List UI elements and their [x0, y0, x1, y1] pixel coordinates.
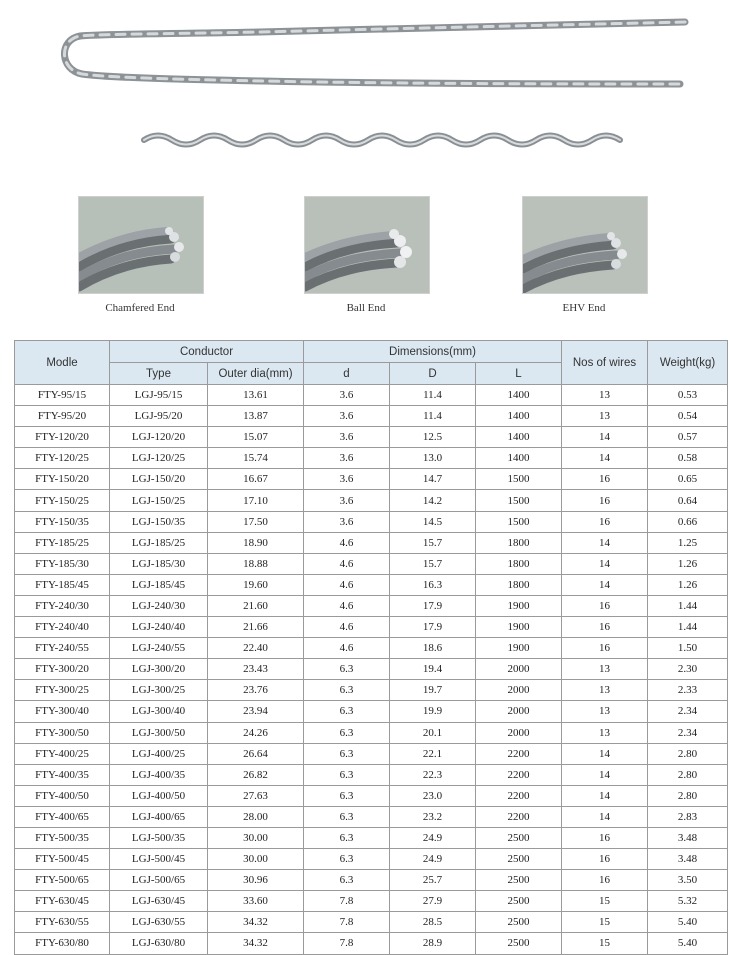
cell-l: 2000 [476, 701, 562, 722]
caption-ehv-end: EHV End [562, 302, 606, 314]
cell-d-big: 25.7 [390, 870, 476, 891]
cell-l: 2200 [476, 743, 562, 764]
cell-outer-dia: 33.60 [208, 891, 304, 912]
cell-d-big: 19.9 [390, 701, 476, 722]
cell-outer-dia: 23.94 [208, 701, 304, 722]
cell-type: LGJ-185/45 [110, 574, 208, 595]
cell-outer-dia: 30.00 [208, 827, 304, 848]
cell-weight: 0.58 [648, 448, 728, 469]
cell-outer-dia: 18.90 [208, 532, 304, 553]
cell-nos-wires: 16 [562, 595, 648, 616]
cell-d-big: 17.9 [390, 595, 476, 616]
cell-weight: 0.65 [648, 469, 728, 490]
cell-nos-wires: 13 [562, 722, 648, 743]
preformed-clamp-image [0, 0, 730, 120]
cell-d-small: 3.6 [304, 385, 390, 406]
cell-model: FTY-150/20 [15, 469, 110, 490]
cell-l: 1900 [476, 595, 562, 616]
cell-nos-wires: 16 [562, 469, 648, 490]
cell-d-big: 22.3 [390, 764, 476, 785]
cell-d-small: 6.3 [304, 764, 390, 785]
cell-outer-dia: 34.32 [208, 933, 304, 954]
cell-d-small: 6.3 [304, 849, 390, 870]
cell-weight: 1.26 [648, 574, 728, 595]
cell-nos-wires: 14 [562, 785, 648, 806]
cell-model: FTY-300/40 [15, 701, 110, 722]
cell-type: LGJ-630/45 [110, 891, 208, 912]
table-row [15, 427, 728, 448]
cell-d-small: 4.6 [304, 532, 390, 553]
cell-type: LGJ-400/50 [110, 785, 208, 806]
table-row [15, 574, 728, 595]
cell-nos-wires: 15 [562, 933, 648, 954]
cell-type: LGJ-240/30 [110, 595, 208, 616]
cell-nos-wires: 16 [562, 490, 648, 511]
cell-d-big: 14.7 [390, 469, 476, 490]
cell-model: FTY-400/50 [15, 785, 110, 806]
cell-model: FTY-150/25 [15, 490, 110, 511]
header-type: Type [110, 363, 208, 385]
cell-model: FTY-400/25 [15, 743, 110, 764]
cell-type: LGJ-400/25 [110, 743, 208, 764]
cell-weight: 3.50 [648, 870, 728, 891]
cell-d-big: 11.4 [390, 385, 476, 406]
cell-l: 1400 [476, 448, 562, 469]
cell-type: LGJ-630/55 [110, 912, 208, 933]
spec-table [14, 340, 728, 955]
cell-weight: 5.40 [648, 933, 728, 954]
cell-d-small: 3.6 [304, 427, 390, 448]
cell-nos-wires: 16 [562, 849, 648, 870]
cell-weight: 2.83 [648, 806, 728, 827]
cell-outer-dia: 26.64 [208, 743, 304, 764]
cell-d-big: 19.4 [390, 659, 476, 680]
cell-outer-dia: 17.10 [208, 490, 304, 511]
cell-l: 1900 [476, 638, 562, 659]
cell-outer-dia: 23.43 [208, 659, 304, 680]
cell-l: 2500 [476, 891, 562, 912]
cell-type: LGJ-120/25 [110, 448, 208, 469]
cell-outer-dia: 23.76 [208, 680, 304, 701]
cell-d-small: 6.3 [304, 806, 390, 827]
cell-type: LGJ-500/35 [110, 827, 208, 848]
cell-outer-dia: 24.26 [208, 722, 304, 743]
cell-d-big: 11.4 [390, 406, 476, 427]
cell-weight: 0.64 [648, 490, 728, 511]
table-row [15, 680, 728, 701]
cell-outer-dia: 30.00 [208, 849, 304, 870]
cell-type: LGJ-120/20 [110, 427, 208, 448]
cell-model: FTY-240/55 [15, 638, 110, 659]
cell-model: FTY-630/55 [15, 912, 110, 933]
product-figure [0, 0, 730, 330]
cell-nos-wires: 14 [562, 553, 648, 574]
table-row [15, 490, 728, 511]
cell-l: 2500 [476, 827, 562, 848]
cell-d-big: 16.3 [390, 574, 476, 595]
chamfered-end-photo [78, 196, 204, 294]
header-l: L [476, 363, 562, 385]
cell-l: 1800 [476, 574, 562, 595]
cell-d-small: 6.3 [304, 785, 390, 806]
cell-model: FTY-120/25 [15, 448, 110, 469]
cell-nos-wires: 13 [562, 385, 648, 406]
cell-outer-dia: 15.74 [208, 448, 304, 469]
cell-model: FTY-240/30 [15, 595, 110, 616]
cell-l: 1500 [476, 469, 562, 490]
cell-d-small: 6.3 [304, 870, 390, 891]
cell-d-big: 23.2 [390, 806, 476, 827]
cell-nos-wires: 14 [562, 743, 648, 764]
cell-nos-wires: 15 [562, 912, 648, 933]
header-weight: Weight(kg) [648, 341, 728, 385]
table-row [15, 722, 728, 743]
cell-weight: 0.54 [648, 406, 728, 427]
table-row [15, 827, 728, 848]
cell-d-big: 14.2 [390, 490, 476, 511]
cell-type: LGJ-150/25 [110, 490, 208, 511]
preformed-rod-image [0, 125, 730, 165]
cell-weight: 2.34 [648, 701, 728, 722]
cell-weight: 0.66 [648, 511, 728, 532]
cell-d-big: 24.9 [390, 849, 476, 870]
cell-nos-wires: 16 [562, 511, 648, 532]
cell-outer-dia: 30.96 [208, 870, 304, 891]
cell-d-big: 18.6 [390, 638, 476, 659]
cell-weight: 1.44 [648, 595, 728, 616]
cell-weight: 5.40 [648, 912, 728, 933]
cell-d-big: 24.9 [390, 827, 476, 848]
cell-weight: 1.44 [648, 617, 728, 638]
cell-model: FTY-300/20 [15, 659, 110, 680]
table-row [15, 933, 728, 954]
table-row [15, 785, 728, 806]
cell-nos-wires: 13 [562, 680, 648, 701]
cell-model: FTY-400/65 [15, 806, 110, 827]
cell-model: FTY-500/35 [15, 827, 110, 848]
cell-l: 1900 [476, 617, 562, 638]
cell-d-small: 3.6 [304, 448, 390, 469]
cell-nos-wires: 13 [562, 701, 648, 722]
cell-weight: 0.57 [648, 427, 728, 448]
cell-model: FTY-240/40 [15, 617, 110, 638]
cell-d-small: 6.3 [304, 743, 390, 764]
header-conductor: Conductor [110, 341, 304, 363]
ball-end-photo [304, 196, 430, 294]
cell-l: 2000 [476, 722, 562, 743]
cell-l: 1800 [476, 553, 562, 574]
cell-type: LGJ-150/35 [110, 511, 208, 532]
cell-type: LGJ-500/45 [110, 849, 208, 870]
cell-d-big: 27.9 [390, 891, 476, 912]
cell-d-small: 6.3 [304, 701, 390, 722]
cell-nos-wires: 13 [562, 406, 648, 427]
cell-model: FTY-300/25 [15, 680, 110, 701]
cell-outer-dia: 13.87 [208, 406, 304, 427]
header-dimensions: Dimensions(mm) [304, 341, 562, 363]
cell-l: 1400 [476, 406, 562, 427]
cell-outer-dia: 21.66 [208, 617, 304, 638]
header-nos-wires: Nos of wires [562, 341, 648, 385]
cell-weight: 2.33 [648, 680, 728, 701]
cell-type: LGJ-630/80 [110, 933, 208, 954]
table-row [15, 553, 728, 574]
cell-d-small: 3.6 [304, 406, 390, 427]
cell-model: FTY-185/30 [15, 553, 110, 574]
cell-weight: 1.25 [648, 532, 728, 553]
cell-d-big: 22.1 [390, 743, 476, 764]
table-row [15, 912, 728, 933]
cell-weight: 1.26 [648, 553, 728, 574]
cell-d-small: 4.6 [304, 638, 390, 659]
table-row [15, 406, 728, 427]
cell-nos-wires: 13 [562, 659, 648, 680]
cell-type: LGJ-300/50 [110, 722, 208, 743]
cell-l: 2200 [476, 785, 562, 806]
cell-nos-wires: 15 [562, 891, 648, 912]
cell-type: LGJ-300/40 [110, 701, 208, 722]
cell-l: 1800 [476, 532, 562, 553]
cell-d-big: 13.0 [390, 448, 476, 469]
cell-l: 1400 [476, 385, 562, 406]
cell-weight: 3.48 [648, 849, 728, 870]
table-row [15, 659, 728, 680]
cell-model: FTY-95/20 [15, 406, 110, 427]
table-row [15, 385, 728, 406]
cell-nos-wires: 16 [562, 638, 648, 659]
cell-model: FTY-300/50 [15, 722, 110, 743]
table-row [15, 595, 728, 616]
cell-l: 2500 [476, 870, 562, 891]
cell-d-small: 3.6 [304, 490, 390, 511]
cell-d-big: 28.9 [390, 933, 476, 954]
cell-outer-dia: 13.61 [208, 385, 304, 406]
table-row [15, 891, 728, 912]
cell-d-big: 12.5 [390, 427, 476, 448]
table-row [15, 511, 728, 532]
header-outer-dia: Outer dia(mm) [208, 363, 304, 385]
cell-l: 2000 [476, 659, 562, 680]
cell-l: 2200 [476, 806, 562, 827]
cell-type: LGJ-500/65 [110, 870, 208, 891]
cell-d-small: 6.3 [304, 722, 390, 743]
cell-outer-dia: 22.40 [208, 638, 304, 659]
cell-weight: 2.80 [648, 764, 728, 785]
caption-ball-end: Ball End [346, 302, 386, 314]
cell-nos-wires: 14 [562, 427, 648, 448]
cell-model: FTY-630/45 [15, 891, 110, 912]
cell-weight: 2.80 [648, 785, 728, 806]
cell-model: FTY-500/65 [15, 870, 110, 891]
cell-d-big: 14.5 [390, 511, 476, 532]
cell-d-big: 15.7 [390, 553, 476, 574]
cell-type: LGJ-240/40 [110, 617, 208, 638]
cell-d-big: 15.7 [390, 532, 476, 553]
cell-outer-dia: 34.32 [208, 912, 304, 933]
table-row [15, 870, 728, 891]
cell-weight: 0.53 [648, 385, 728, 406]
cell-d-small: 6.3 [304, 827, 390, 848]
table-row [15, 532, 728, 553]
table-row [15, 806, 728, 827]
cell-outer-dia: 19.60 [208, 574, 304, 595]
cell-outer-dia: 21.60 [208, 595, 304, 616]
cell-l: 2200 [476, 764, 562, 785]
cell-d-small: 4.6 [304, 574, 390, 595]
cell-type: LGJ-95/15 [110, 385, 208, 406]
cell-l: 1400 [476, 427, 562, 448]
cell-d-small: 6.3 [304, 659, 390, 680]
table-row [15, 617, 728, 638]
cell-weight: 2.30 [648, 659, 728, 680]
header-modle: Modle [15, 341, 110, 385]
table-row [15, 448, 728, 469]
cell-d-small: 4.6 [304, 553, 390, 574]
cell-weight: 2.34 [648, 722, 728, 743]
cell-l: 2000 [476, 680, 562, 701]
cell-weight: 3.48 [648, 827, 728, 848]
cell-d-small: 3.6 [304, 469, 390, 490]
cell-d-big: 20.1 [390, 722, 476, 743]
cell-outer-dia: 15.07 [208, 427, 304, 448]
cell-outer-dia: 26.82 [208, 764, 304, 785]
cell-nos-wires: 16 [562, 617, 648, 638]
cell-type: LGJ-95/20 [110, 406, 208, 427]
cell-nos-wires: 16 [562, 870, 648, 891]
caption-chamfered-end: Chamfered End [105, 302, 175, 314]
cell-l: 1500 [476, 511, 562, 532]
cell-type: LGJ-185/30 [110, 553, 208, 574]
cell-d-small: 7.8 [304, 891, 390, 912]
cell-nos-wires: 14 [562, 764, 648, 785]
cell-nos-wires: 14 [562, 574, 648, 595]
cell-type: LGJ-400/65 [110, 806, 208, 827]
cell-outer-dia: 28.00 [208, 806, 304, 827]
cell-type: LGJ-185/25 [110, 532, 208, 553]
table-row [15, 743, 728, 764]
table-row [15, 849, 728, 870]
table-row [15, 701, 728, 722]
cell-weight: 1.50 [648, 638, 728, 659]
cell-d-big: 19.7 [390, 680, 476, 701]
cell-nos-wires: 14 [562, 448, 648, 469]
table-row [15, 469, 728, 490]
cell-model: FTY-400/35 [15, 764, 110, 785]
cell-d-small: 4.6 [304, 595, 390, 616]
cell-outer-dia: 18.88 [208, 553, 304, 574]
cell-nos-wires: 14 [562, 532, 648, 553]
cell-model: FTY-185/45 [15, 574, 110, 595]
cell-d-small: 4.6 [304, 617, 390, 638]
table-row [15, 638, 728, 659]
cell-d-small: 7.8 [304, 933, 390, 954]
cell-d-small: 3.6 [304, 511, 390, 532]
cell-type: LGJ-300/20 [110, 659, 208, 680]
spec-table-body [15, 385, 728, 955]
cell-l: 2500 [476, 912, 562, 933]
cell-l: 1500 [476, 490, 562, 511]
cell-type: LGJ-400/35 [110, 764, 208, 785]
cell-model: FTY-500/45 [15, 849, 110, 870]
cell-model: FTY-120/20 [15, 427, 110, 448]
cell-model: FTY-630/80 [15, 933, 110, 954]
header-d-small: d [304, 363, 390, 385]
cell-d-small: 7.8 [304, 912, 390, 933]
cell-model: FTY-150/35 [15, 511, 110, 532]
cell-weight: 2.80 [648, 743, 728, 764]
header-d-big: D [390, 363, 476, 385]
cell-model: FTY-95/15 [15, 385, 110, 406]
cell-d-big: 17.9 [390, 617, 476, 638]
cell-l: 2500 [476, 849, 562, 870]
cell-d-big: 23.0 [390, 785, 476, 806]
cell-outer-dia: 16.67 [208, 469, 304, 490]
cell-l: 2500 [476, 933, 562, 954]
table-row [15, 764, 728, 785]
cell-nos-wires: 14 [562, 806, 648, 827]
cell-weight: 5.32 [648, 891, 728, 912]
cell-type: LGJ-300/25 [110, 680, 208, 701]
cell-d-big: 28.5 [390, 912, 476, 933]
cell-model: FTY-185/25 [15, 532, 110, 553]
cell-type: LGJ-240/55 [110, 638, 208, 659]
cell-d-small: 6.3 [304, 680, 390, 701]
cell-type: LGJ-150/20 [110, 469, 208, 490]
cell-nos-wires: 16 [562, 827, 648, 848]
cell-outer-dia: 27.63 [208, 785, 304, 806]
cell-outer-dia: 17.50 [208, 511, 304, 532]
ehv-end-photo [522, 196, 648, 294]
